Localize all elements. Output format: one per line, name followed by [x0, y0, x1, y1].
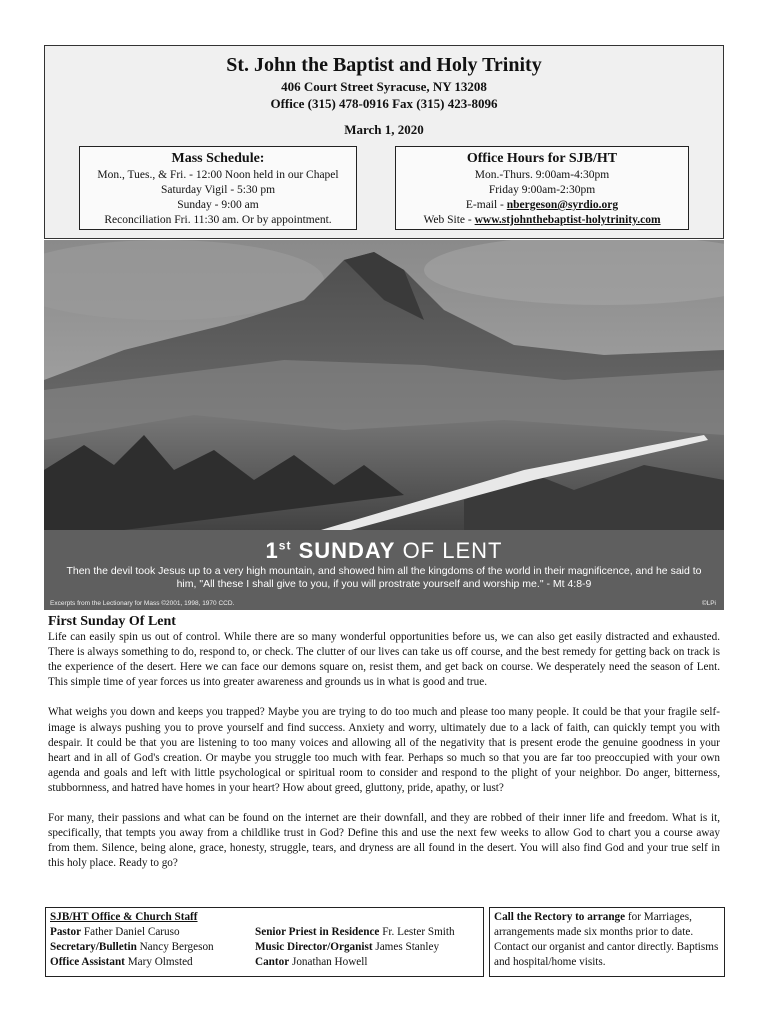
office-hours-title: Office Hours for SJB/HT: [466, 151, 618, 166]
office-hours-line: Friday 9:00am-2:30pm: [488, 184, 596, 196]
staff-person: James Stanley: [372, 941, 440, 953]
staff-role: Pastor: [50, 926, 82, 938]
lent-banner-credit: Excerpts from the Lectionary for Mass ©2001, 1998, 1970 CCD.: [50, 600, 235, 607]
mass-schedule-line: Saturday Vigil - 5:30 pm: [160, 184, 276, 196]
parish-address: 406 Court Street Syracuse, NY 13208: [281, 79, 487, 94]
rectory-box: [489, 907, 725, 977]
mass-schedule-title: Mass Schedule:: [171, 151, 265, 166]
lent-title-number: 1: [265, 538, 279, 563]
staff-music-director: [255, 940, 485, 955]
staff-person: Jonathan Howell: [289, 956, 368, 968]
lent-banner-title: [44, 538, 724, 564]
staff-role: Cantor: [255, 956, 290, 968]
mass-schedule-line: Reconciliation Fri. 11:30 am. Or by appointment.: [104, 214, 332, 226]
article-paragraph: For many, their passions and what can be found on the internet are their downfall, and they are robbed of their inner life and freedom. What is it, specifically, that tempts you away from a childlike trust in God? Define this and use the next few weeks to allow God to chart you a course away from them. Silence, being alone, grace, honesty, struggle, tears, and dryness are all found in the desert. You will also find God and your true self in this holy place. Ready to go?: [48, 812, 720, 870]
staff-person: Nancy Bergeson: [136, 941, 214, 953]
email-line: [396, 198, 688, 213]
staff-column-left: [50, 910, 255, 970]
email-label: E-mail -: [465, 199, 507, 211]
lent-banner-image: [44, 240, 724, 610]
bulletin-date: March 1, 2020: [344, 122, 424, 137]
mass-schedule-line: Sunday - 9:00 am: [177, 199, 259, 211]
website-label: Web Site -: [423, 214, 475, 226]
staff-heading: SJB/HT Office & Church Staff: [50, 911, 198, 923]
website-link[interactable]: www.stjohnthebaptist-holytrinity.com: [474, 214, 661, 226]
staff-cantor: [255, 955, 485, 970]
lent-banner-quote: Then the devil took Jesus up to a very high mountain, and showed him all the kingdoms of the world in their magnificence, and he said to him, "All these I shall give to you, if you will prostrate yourself and worship me." - Mt 4:8-9: [66, 565, 702, 590]
lent-title-superscript: st: [278, 538, 292, 553]
article-title: First Sunday Of Lent: [48, 614, 176, 629]
rectory-text: for Marriages, arrangements made six months prior to date. Contact our organist and cantor directly. Baptisms and hospital/home visits.: [494, 911, 719, 968]
parish-phone: Office (315) 478-0916 Fax (315) 423-8096: [270, 96, 498, 111]
staff-assistant: [50, 955, 255, 970]
lent-title-bold: SUNDAY: [291, 538, 396, 563]
staff-column-right: [255, 925, 485, 970]
staff-person: Father Daniel Caruso: [81, 926, 180, 938]
article: [48, 614, 720, 886]
office-hours-line: Mon.-Thurs. 9:00am-4:30pm: [474, 169, 610, 181]
staff-role: Music Director/Organist: [255, 941, 373, 953]
rectory-heading: Call the Rectory to arrange: [494, 911, 626, 923]
staff-role: Senior Priest in Residence: [255, 926, 380, 938]
mass-schedule-line: Mon., Tues., & Fri. - 12:00 Noon held in our Chapel: [97, 169, 339, 181]
staff-box: [45, 907, 484, 977]
staff-role: Office Assistant: [50, 956, 125, 968]
staff-secretary: [50, 940, 255, 955]
lent-banner-copyright: ©LPi: [701, 600, 716, 607]
staff-role: Secretary/Bulletin: [50, 941, 137, 953]
lent-title-thin: OF LENT: [395, 538, 503, 563]
email-link[interactable]: nbergeson@syrdio.org: [506, 199, 619, 211]
header-box: [44, 45, 724, 239]
staff-person: Mary Olmsted: [124, 956, 193, 968]
staff-pastor: [50, 925, 255, 940]
article-paragraph: What weighs you down and keeps you trapped? Maybe you are trying to do too much and please too many people. It could be that your fragile self-image is always pushing you to prove yourself and find success. Anxiety and worry, ultimately due to a lack of faith, can quickly tempt you with despair. It could be that you are listening to too many voices and allowing all of the negativity that is present erode the genuine goodness in your heart and in all of God's creation. Or maybe you struggle too much with fear. Perhaps so much so that you are far too preoccupied with your own agenda and goals and left with little psychological or spiritual room to consider and respond to the plight of your neighbor. Do anger, bitterness, stubbornness, and hatred have homes in your heart? How about greed, gluttony, pride, apathy, or lust?: [48, 706, 720, 794]
office-hours-box: [395, 146, 689, 230]
parish-name: St. John the Baptist and Holy Trinity: [226, 54, 542, 76]
mass-schedule-box: [79, 146, 357, 230]
website-line: [396, 213, 688, 228]
article-paragraph: Life can easily spin us out of control. While there are so many wonderful opportunities before us, we can also get easily distracted and exhausted. There is always something to do, respond to, or check. The clutter of our lives can take us off course, and the best remedy for getting back on track is the experience of the desert. Here we can face our demons square on, resist them, and get back on course. We desperately need the season of Lent. This simple time of year forces us into greater awareness and grounds us in what is good and true.: [48, 631, 720, 689]
staff-senior-priest: [255, 925, 485, 940]
staff-person: Fr. Lester Smith: [379, 926, 455, 938]
